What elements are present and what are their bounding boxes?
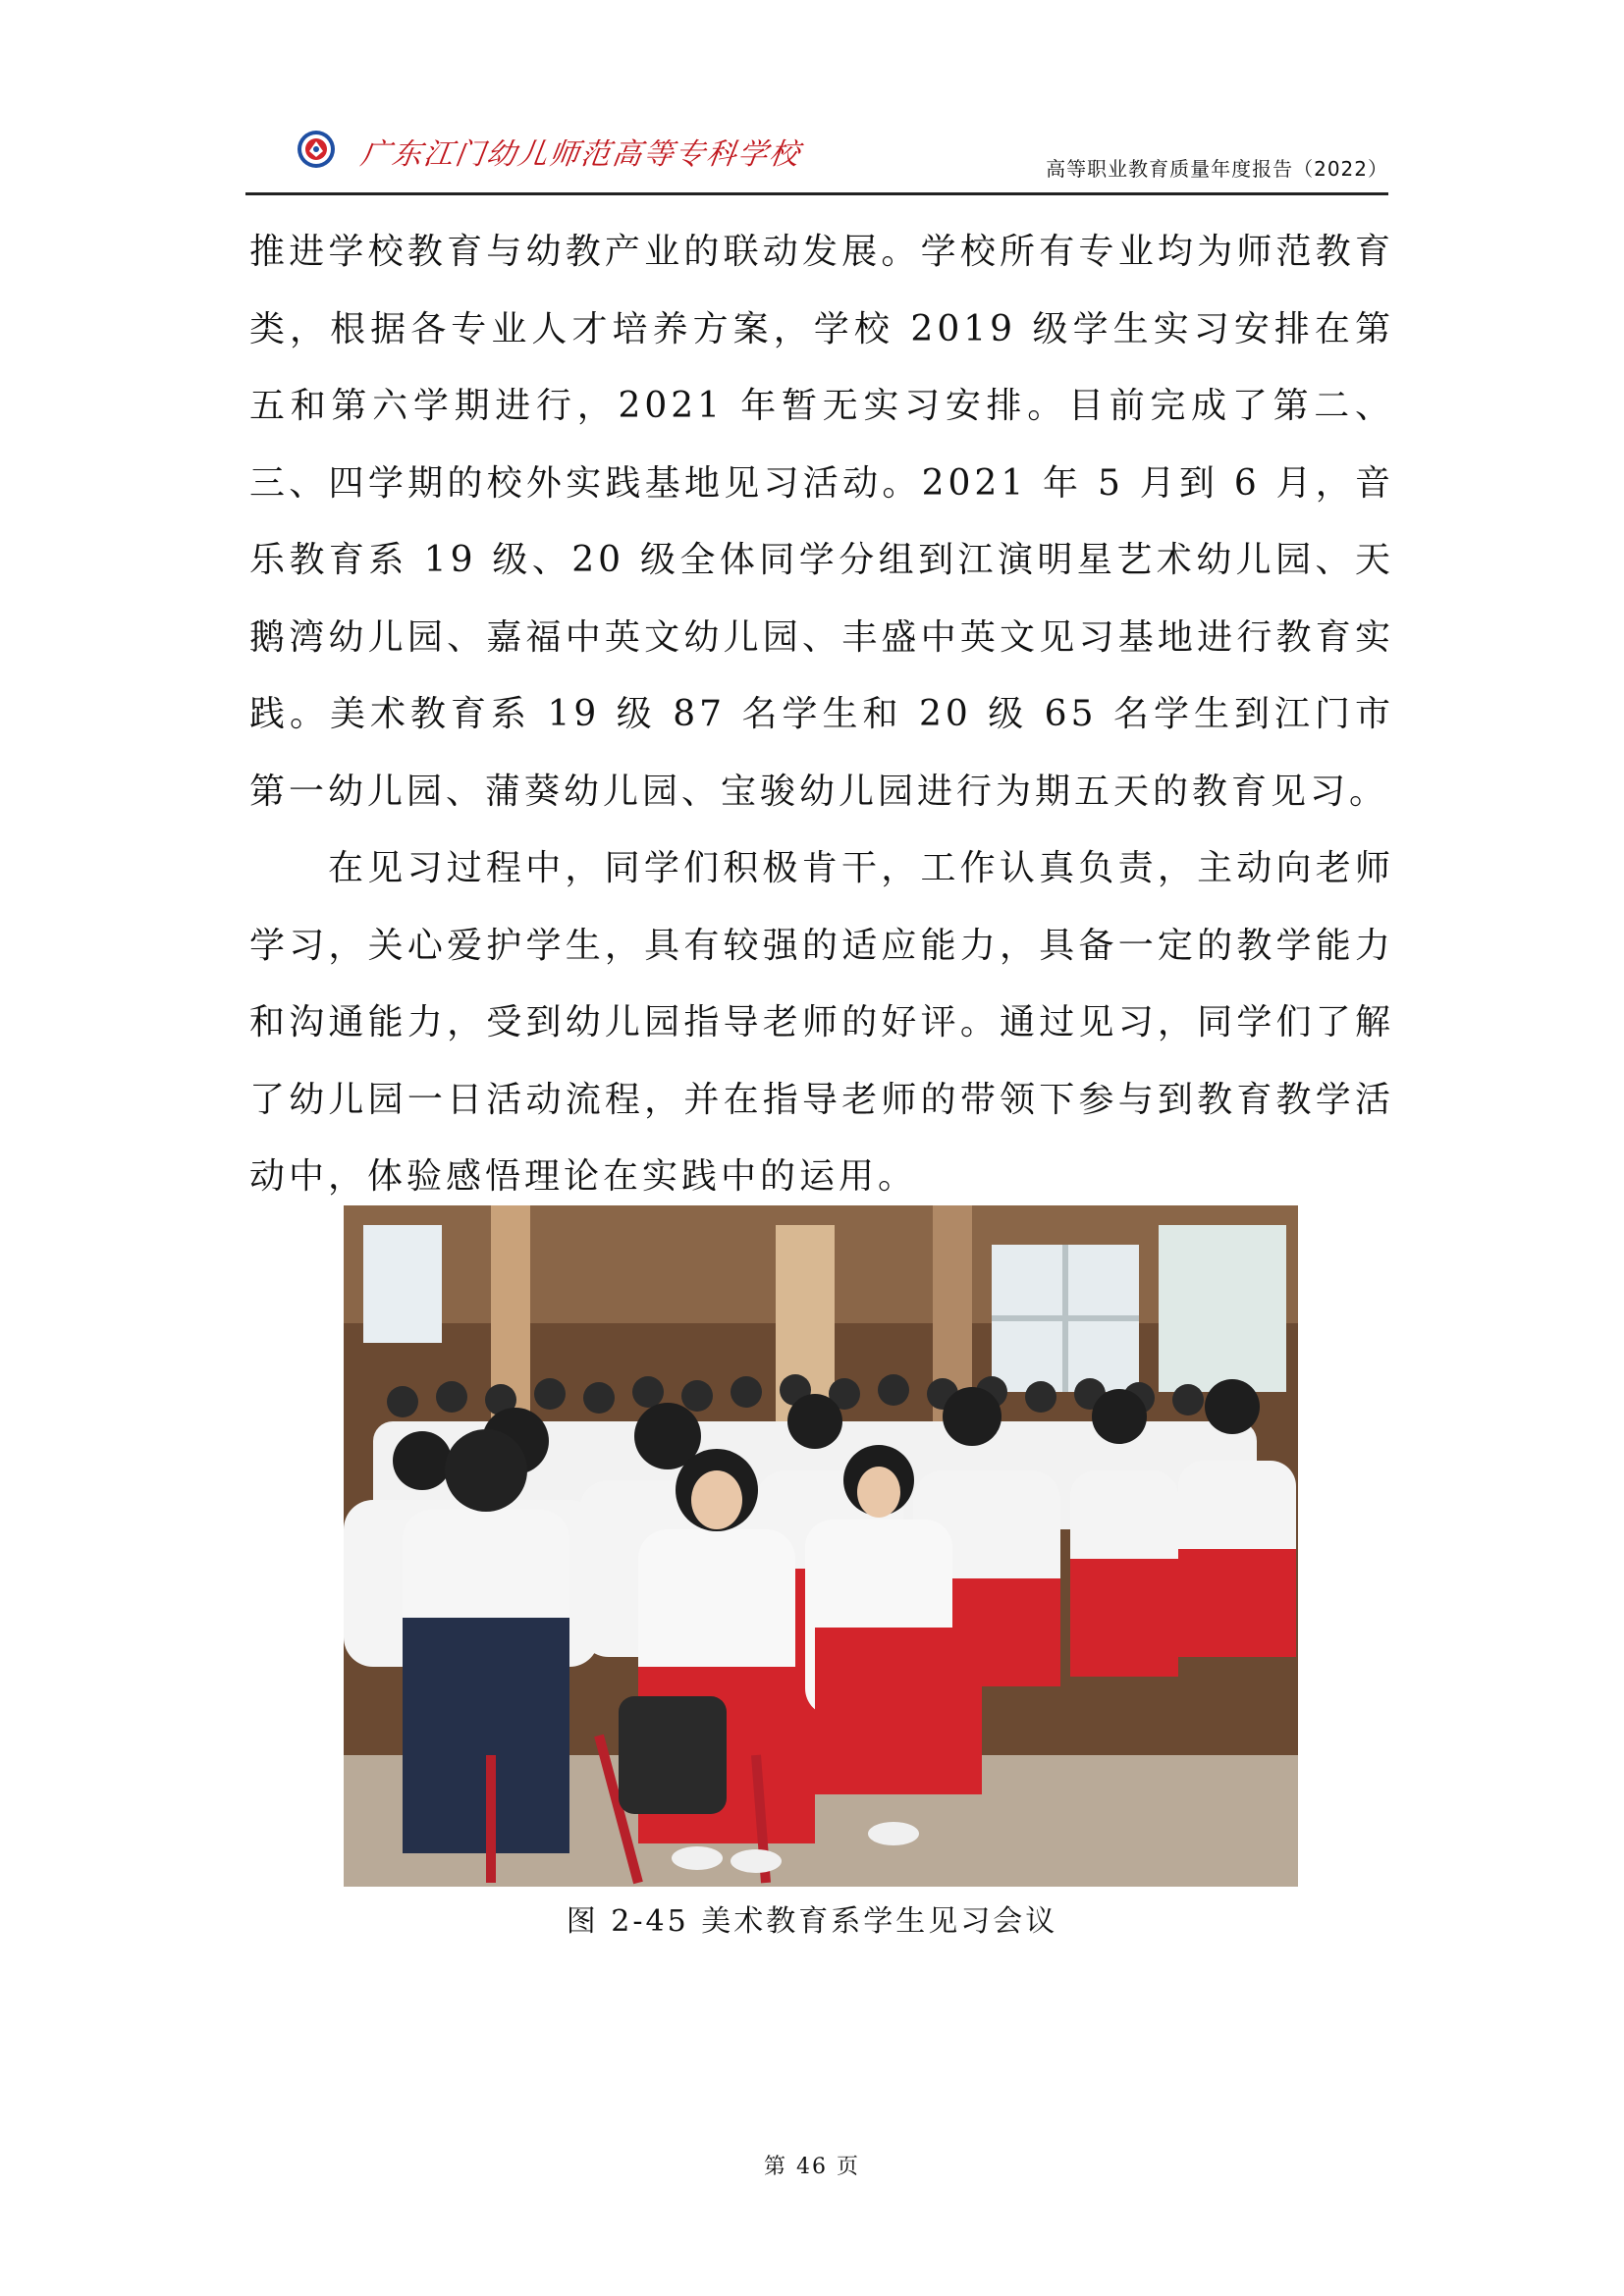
report-title: 高等职业教育质量年度报告（2022）	[1046, 157, 1388, 181]
page-header	[245, 116, 1388, 195]
paragraph: 在见习过程中，同学们积极肯干，工作认真负责，主动向老师学习，关心爱护学生，具有较强的适应能力，具备一定的教学能力和沟通能力，受到幼儿园指导老师的好评。通过见习，同学们了解了幼儿园一日活动流程，并在指导老师的带领下参与到教育教学活动中，体验感悟理论在实践中的运用。	[249, 848, 1394, 1197]
school-logo-icon	[297, 130, 336, 169]
figure-caption: 图 2-45 美术教育系学生见习会议	[566, 1904, 1058, 1939]
student-meeting-photo	[344, 1205, 1298, 1887]
school-name: 广东江门幼儿师范高等专科学校	[358, 137, 803, 172]
page-number: 第 46 页	[764, 2155, 860, 2179]
body-text	[249, 214, 1394, 1216]
paragraph: 推进学校教育与幼教产业的联动发展。学校所有专业均为师范教育类，根据各专业人才培养方案，学校 2019 级学生实习安排在第五和第六学期进行，2021 年暂无实习安排。目前完成了第二、三、四学期的校外实践基地见习活动。2021 年 5 月到 6 月，音乐教育系 19 级、20 级全体同学分组到江演明星艺术幼儿园、天鹅湾幼儿园、嘉福中英文幼儿园、丰盛中英文见习基地进行教育实践。美术教育系 19 级 87 名学生和 20 级 65 名学生到江门市第一幼儿园、蒲葵幼儿园、宝骏幼儿园进行为期五天的教育见习。	[249, 232, 1394, 812]
